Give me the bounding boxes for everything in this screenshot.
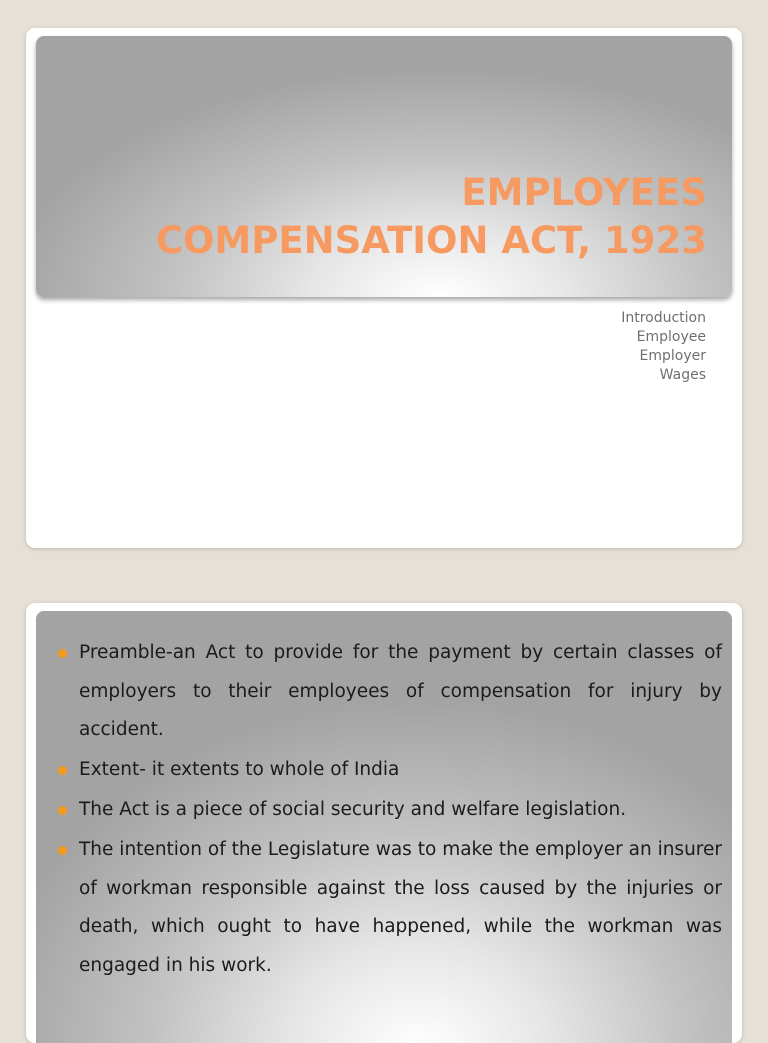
- title-line-1: EMPLOYEES: [461, 171, 707, 214]
- slide-2: [26, 603, 742, 1043]
- subtitle-list: [621, 309, 706, 385]
- bullet-text: The intention of the Legislature was to make the employer an insurer of workman responsible against the loss caused by the injuries or death, which ought to have happened, while the workman was engaged in his work.: [79, 839, 722, 976]
- subtitle-item-introduction: Introduction: [621, 310, 706, 326]
- subtitle-item-employer: Employer: [639, 348, 706, 364]
- bullet-text: The Act is a piece of social security and welfare legislation.: [79, 799, 627, 820]
- bullet-item: [79, 791, 722, 830]
- subtitle-item-wages: Wages: [659, 367, 706, 383]
- bullet-dot-icon: [58, 649, 67, 658]
- subtitle-item-employee: Employee: [636, 329, 706, 345]
- bullet-item: [79, 831, 722, 985]
- slide-1: [26, 28, 742, 548]
- title-panel: [36, 36, 732, 297]
- bullet-text: Preamble-an Act to provide for the payment by certain classes of employers to their employees of compensation for injury by accident.: [79, 642, 722, 740]
- bullet-dot-icon: [58, 766, 67, 775]
- bullet-dot-icon: [58, 846, 67, 855]
- bullet-list: [79, 634, 722, 987]
- bullet-text: Extent- it extents to whole of India: [79, 759, 400, 780]
- slide-title: [156, 169, 707, 265]
- bullet-item: [79, 751, 722, 790]
- content-panel: [36, 611, 732, 1043]
- title-line-2: COMPENSATION ACT, 1923: [155, 219, 707, 262]
- bullet-item: [79, 634, 722, 750]
- bullet-dot-icon: [58, 806, 67, 815]
